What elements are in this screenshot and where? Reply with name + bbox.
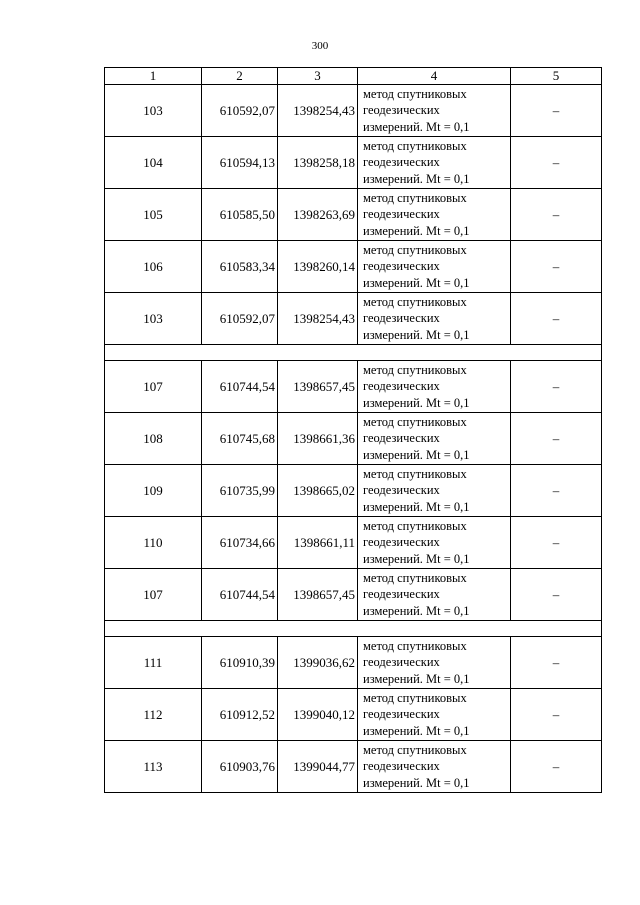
note-cell: – xyxy=(511,137,602,189)
method-cell xyxy=(358,137,511,189)
method-line: измерений. Mt = 0,1 xyxy=(363,275,470,290)
x-coordinate-cell: 610735,99 xyxy=(202,465,278,517)
note-cell: – xyxy=(511,517,602,569)
method-line: измерений. Mt = 0,1 xyxy=(363,119,470,134)
table-row xyxy=(105,517,602,569)
y-coordinate-cell: 1398254,43 xyxy=(278,85,358,137)
note-cell: – xyxy=(511,85,602,137)
header-cell: 5 xyxy=(511,68,602,85)
point-number-cell: 103 xyxy=(105,293,202,345)
table-row xyxy=(105,689,602,741)
x-coordinate-cell: 610592,07 xyxy=(202,85,278,137)
table-row xyxy=(105,85,602,137)
method-line: геодезических xyxy=(363,707,440,722)
method-line: метод спутниковых xyxy=(363,242,467,257)
x-coordinate-cell: 610592,07 xyxy=(202,293,278,345)
method-line: геодезических xyxy=(363,259,440,274)
y-coordinate-cell: 1398661,36 xyxy=(278,413,358,465)
x-coordinate-cell: 610585,50 xyxy=(202,189,278,241)
method-line: измерений. Mt = 0,1 xyxy=(363,551,470,566)
x-coordinate-cell: 610583,34 xyxy=(202,241,278,293)
note-cell: – xyxy=(511,465,602,517)
y-coordinate-cell: 1398260,14 xyxy=(278,241,358,293)
page-number: 300 xyxy=(311,40,329,52)
method-line: метод спутниковых xyxy=(363,86,467,101)
header-cell: 3 xyxy=(278,68,358,85)
header-cell: 2 xyxy=(202,68,278,85)
method-line: геодезических xyxy=(363,431,440,446)
group-separator-cell xyxy=(105,345,602,361)
x-coordinate-cell: 610745,68 xyxy=(202,413,278,465)
method-cell xyxy=(358,517,511,569)
method-line: измерений. Mt = 0,1 xyxy=(363,671,470,686)
method-line: геодезических xyxy=(363,155,440,170)
method-line: геодезических xyxy=(363,535,440,550)
point-number-cell: 107 xyxy=(105,569,202,621)
method-line: измерений. Mt = 0,1 xyxy=(363,223,470,238)
point-number-cell: 103 xyxy=(105,85,202,137)
method-cell xyxy=(358,413,511,465)
method-line: метод спутниковых xyxy=(363,138,467,153)
x-coordinate-cell: 610903,76 xyxy=(202,741,278,793)
method-cell xyxy=(358,361,511,413)
header-cell: 4 xyxy=(358,68,511,85)
method-line: измерений. Mt = 0,1 xyxy=(363,327,470,342)
point-number-cell: 105 xyxy=(105,189,202,241)
method-line: метод спутниковых xyxy=(363,690,467,705)
point-number-cell: 110 xyxy=(105,517,202,569)
table-row xyxy=(105,465,602,517)
method-line: метод спутниковых xyxy=(363,294,467,309)
y-coordinate-cell: 1399036,62 xyxy=(278,637,358,689)
table-row xyxy=(105,637,602,689)
table-row xyxy=(105,189,602,241)
method-cell xyxy=(358,569,511,621)
table-row xyxy=(105,569,602,621)
method-cell xyxy=(358,85,511,137)
method-line: геодезических xyxy=(363,587,440,602)
method-line: метод спутниковых xyxy=(363,190,467,205)
point-number-cell: 107 xyxy=(105,361,202,413)
table-row xyxy=(105,293,602,345)
note-cell: – xyxy=(511,569,602,621)
x-coordinate-cell: 610744,54 xyxy=(202,569,278,621)
x-coordinate-cell: 610734,66 xyxy=(202,517,278,569)
note-cell: – xyxy=(511,637,602,689)
point-number-cell: 104 xyxy=(105,137,202,189)
method-line: измерений. Mt = 0,1 xyxy=(363,603,470,618)
method-line: метод спутниковых xyxy=(363,518,467,533)
table-row xyxy=(105,413,602,465)
method-line: метод спутниковых xyxy=(363,466,467,481)
y-coordinate-cell: 1399040,12 xyxy=(278,689,358,741)
note-cell: – xyxy=(511,689,602,741)
note-cell: – xyxy=(511,293,602,345)
method-line: геодезических xyxy=(363,655,440,670)
header-cell: 1 xyxy=(105,68,202,85)
method-line: геодезических xyxy=(363,483,440,498)
method-line: геодезических xyxy=(363,311,440,326)
method-line: метод спутниковых xyxy=(363,570,467,585)
point-number-cell: 108 xyxy=(105,413,202,465)
y-coordinate-cell: 1398657,45 xyxy=(278,569,358,621)
method-line: геодезических xyxy=(363,379,440,394)
method-cell xyxy=(358,241,511,293)
y-coordinate-cell: 1399044,77 xyxy=(278,741,358,793)
table-body xyxy=(105,85,602,793)
point-number-cell: 109 xyxy=(105,465,202,517)
method-line: измерений. Mt = 0,1 xyxy=(363,447,470,462)
x-coordinate-cell: 610744,54 xyxy=(202,361,278,413)
y-coordinate-cell: 1398254,43 xyxy=(278,293,358,345)
group-separator-cell xyxy=(105,621,602,637)
method-cell xyxy=(358,637,511,689)
y-coordinate-cell: 1398661,11 xyxy=(278,517,358,569)
method-line: измерений. Mt = 0,1 xyxy=(363,499,470,514)
method-line: метод спутниковых xyxy=(363,742,467,757)
method-cell xyxy=(358,189,511,241)
table-row xyxy=(105,241,602,293)
table-row xyxy=(105,137,602,189)
method-cell xyxy=(358,741,511,793)
x-coordinate-cell: 610912,52 xyxy=(202,689,278,741)
point-number-cell: 111 xyxy=(105,637,202,689)
point-number-cell: 112 xyxy=(105,689,202,741)
y-coordinate-cell: 1398657,45 xyxy=(278,361,358,413)
method-line: измерений. Mt = 0,1 xyxy=(363,723,470,738)
method-line: геодезических xyxy=(363,759,440,774)
table-row xyxy=(105,361,602,413)
method-line: геодезических xyxy=(363,207,440,222)
note-cell: – xyxy=(511,361,602,413)
method-line: метод спутниковых xyxy=(363,414,467,429)
method-line: измерений. Mt = 0,1 xyxy=(363,171,470,186)
x-coordinate-cell: 610910,39 xyxy=(202,637,278,689)
method-cell xyxy=(358,293,511,345)
note-cell: – xyxy=(511,413,602,465)
y-coordinate-cell: 1398258,18 xyxy=(278,137,358,189)
coordinates-table xyxy=(104,67,602,793)
method-line: измерений. Mt = 0,1 xyxy=(363,395,470,410)
method-line: метод спутниковых xyxy=(363,638,467,653)
group-separator-row xyxy=(105,621,602,637)
note-cell: – xyxy=(511,741,602,793)
method-line: измерений. Mt = 0,1 xyxy=(363,775,470,790)
y-coordinate-cell: 1398665,02 xyxy=(278,465,358,517)
method-line: геодезических xyxy=(363,103,440,118)
note-cell: – xyxy=(511,189,602,241)
method-cell xyxy=(358,689,511,741)
group-separator-row xyxy=(105,345,602,361)
point-number-cell: 113 xyxy=(105,741,202,793)
x-coordinate-cell: 610594,13 xyxy=(202,137,278,189)
method-line: метод спутниковых xyxy=(363,362,467,377)
method-cell xyxy=(358,465,511,517)
header-row xyxy=(105,68,602,85)
table-row xyxy=(105,741,602,793)
y-coordinate-cell: 1398263,69 xyxy=(278,189,358,241)
note-cell: – xyxy=(511,241,602,293)
point-number-cell: 106 xyxy=(105,241,202,293)
